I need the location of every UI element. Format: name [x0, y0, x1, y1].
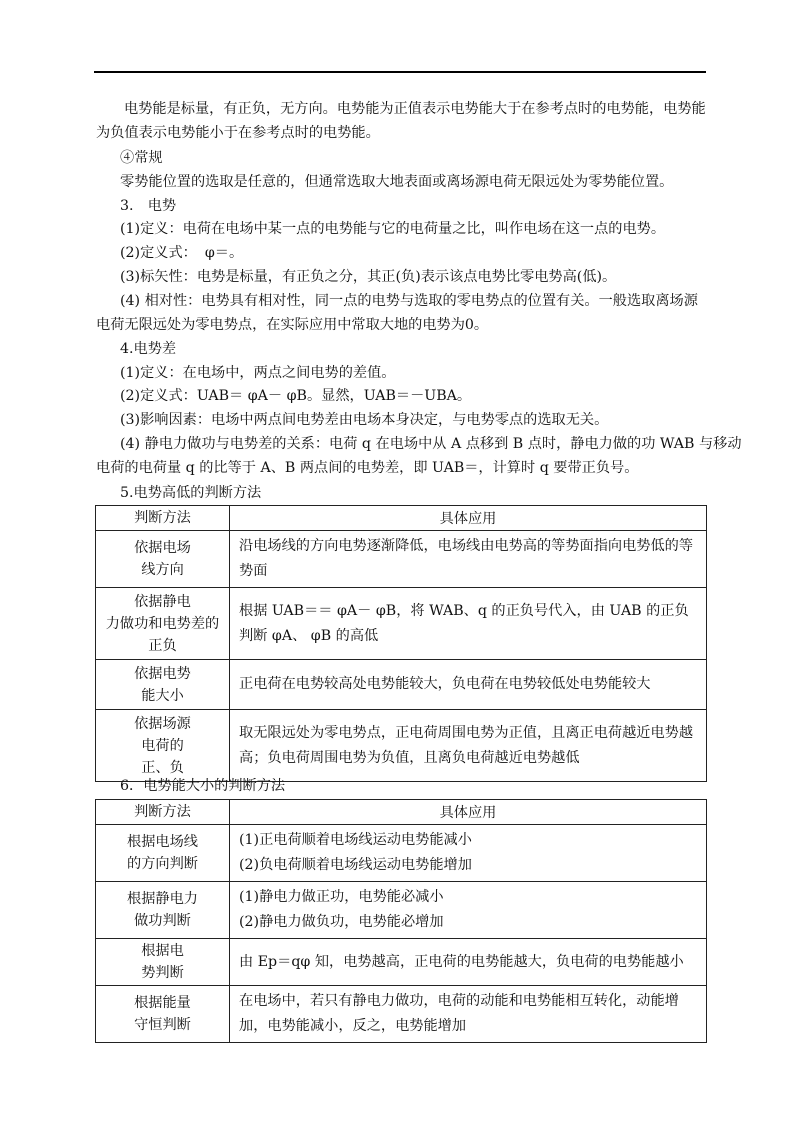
method-line: 正负: [148, 637, 177, 654]
formula: φ＝。: [204, 245, 244, 261]
table-row: [96, 986, 707, 1043]
table-row: [96, 660, 707, 710]
section-heading: 6．电势能大小的判断方法: [120, 778, 286, 794]
paragraph-line: (1)定义：在电场中，两点之间电势的差值。: [120, 365, 396, 381]
method-line: 根据电: [141, 943, 184, 959]
formula-line: (2)定义式：UAB＝ φA－ φB。显然，UAB＝－UBA。: [120, 388, 472, 404]
application-line: (2)静电力做负功，电势能必增加: [239, 914, 444, 930]
method-line: 线方向: [141, 562, 184, 578]
method-cell: [96, 825, 230, 882]
method-cell: [96, 882, 230, 939]
paragraph-line: (4) 静电力做功与电势差的关系：电荷 q 在电场中从 A 点移到 B 点时，静电力做的功 WAB 与移动: [120, 436, 742, 452]
section-heading: 4.电势差: [120, 341, 177, 357]
table-row: [96, 825, 707, 882]
paragraph-line: 为负值表示电势能小于在参考点时的电势能。: [96, 125, 380, 141]
paragraph-line: (3)标矢性：电势是标量，有正负之分，其正(负)表示该点电势比零电势高(低)。: [120, 269, 617, 285]
application-cell: 取无限远处为零电势点，正电荷周围电势为正值，且离正电荷越近电势越高；负电荷周围电势为负值，且离负电荷越近电势越低: [230, 710, 707, 782]
application-cell: [230, 825, 707, 882]
table-header-cell: 判断方法: [96, 506, 230, 531]
table-row: [96, 882, 707, 939]
table-row: [96, 588, 707, 660]
method-line: 电荷的: [141, 737, 184, 754]
method-line: 守恒判断: [134, 1017, 191, 1033]
item-heading: ④常规: [120, 150, 163, 166]
section-heading: 3. 电势: [120, 198, 177, 214]
paragraph-line: 电荷的电荷量 q 的比等于 A、B 两点间的电势差，即 UAB＝，计算时 q 要带正负号。: [96, 460, 639, 476]
energy-judgment-table: [95, 799, 707, 1043]
table-header-cell: 判断方法: [96, 800, 230, 825]
method-cell: [96, 939, 230, 986]
application-cell: 沿电场线的方向电势逐渐降低，电场线由电势高的等势面指向电势低的等势面: [230, 531, 707, 588]
method-line: 根据能量: [134, 995, 191, 1011]
paragraph-line: 零势能位置的选取是任意的，但通常选取大地表面或离场源电荷无限远处为零势能位置。: [120, 174, 674, 190]
application-cell: [230, 939, 707, 986]
section-heading: 5.电势高低的判断方法: [120, 485, 262, 501]
method-cell: [96, 531, 230, 588]
paragraph-line: (4) 相对性：电势具有相对性，同一点的电势与选取的零电势点的位置有关。一般选取离场源: [120, 293, 698, 309]
method-line: 的方向判断: [127, 856, 198, 872]
method-line: 依据静电: [134, 593, 191, 610]
method-line: 依据电场: [134, 540, 191, 556]
method-cell: [96, 660, 230, 710]
method-line: 做功判断: [134, 913, 191, 929]
formula-line: [120, 244, 730, 262]
application-line: 在电场中，若只有静电力做功，电荷的动能和电势能相互转化，动能增加，电势能减小，反之，电势能增加: [239, 993, 679, 1034]
method-line: 依据场源: [134, 715, 191, 732]
application-line: (2)负电荷顺着电场线运动电势能增加: [239, 857, 472, 873]
method-line: 力做功和电势差的: [105, 615, 220, 632]
application-cell: [230, 986, 707, 1043]
application-line: 由 Ep＝qφ 知，电势越高，正电荷的电势能越大，负电荷的电势能越小: [239, 953, 684, 970]
method-line: 能大小: [141, 687, 184, 704]
application-line: (1)正电荷顺着电场线运动电势能减小: [239, 832, 472, 848]
method-line: 依据电势: [134, 665, 191, 682]
table-row: [96, 531, 707, 588]
formula-label: (2)定义式：: [120, 245, 197, 261]
table-header-row: [96, 800, 707, 825]
application-line: (1)静电力做正功，电势能必减小: [239, 889, 444, 905]
method-cell: [96, 588, 230, 660]
header-rule: [94, 71, 706, 73]
paragraph-line: 电势能是标量，有正负，无方向。电势能为正值表示电势能大于在参考点时的电势能，电势能: [124, 101, 706, 117]
method-line: 正、负: [141, 759, 184, 776]
method-line: 根据静电力: [127, 891, 198, 907]
method-cell: [96, 986, 230, 1043]
table-header-row: [96, 506, 707, 531]
paragraph-line: (3)影响因素：电场中两点间电势差由电场本身决定，与电势零点的选取无关。: [120, 412, 609, 428]
application-cell: 正电荷在电势较高处电势能较大，负电荷在电势较低处电势能较大: [230, 660, 707, 710]
method-line: 势判断: [141, 965, 184, 981]
potential-judgment-table: [95, 505, 707, 782]
application-cell: 根据 UAB＝＝ φA－ φB，将 WAB、q 的正负号代入，由 UAB 的正负判断 φA、 φB 的高低: [230, 588, 707, 660]
application-cell: [230, 882, 707, 939]
method-line: 根据电场线: [127, 834, 198, 850]
table-row: [96, 939, 707, 986]
paragraph-line: (1)定义：电荷在电场中某一点的电势能与它的电荷量之比，叫作电场在这一点的电势。: [120, 221, 666, 237]
table-row: [96, 710, 707, 782]
paragraph-line: 电荷无限远处为零电势点，在实际应用中常取大地的电势为0。: [96, 317, 489, 333]
table-header-cell: 具体应用: [230, 506, 707, 531]
table-header-cell: 具体应用: [230, 800, 707, 825]
method-cell: [96, 710, 230, 782]
